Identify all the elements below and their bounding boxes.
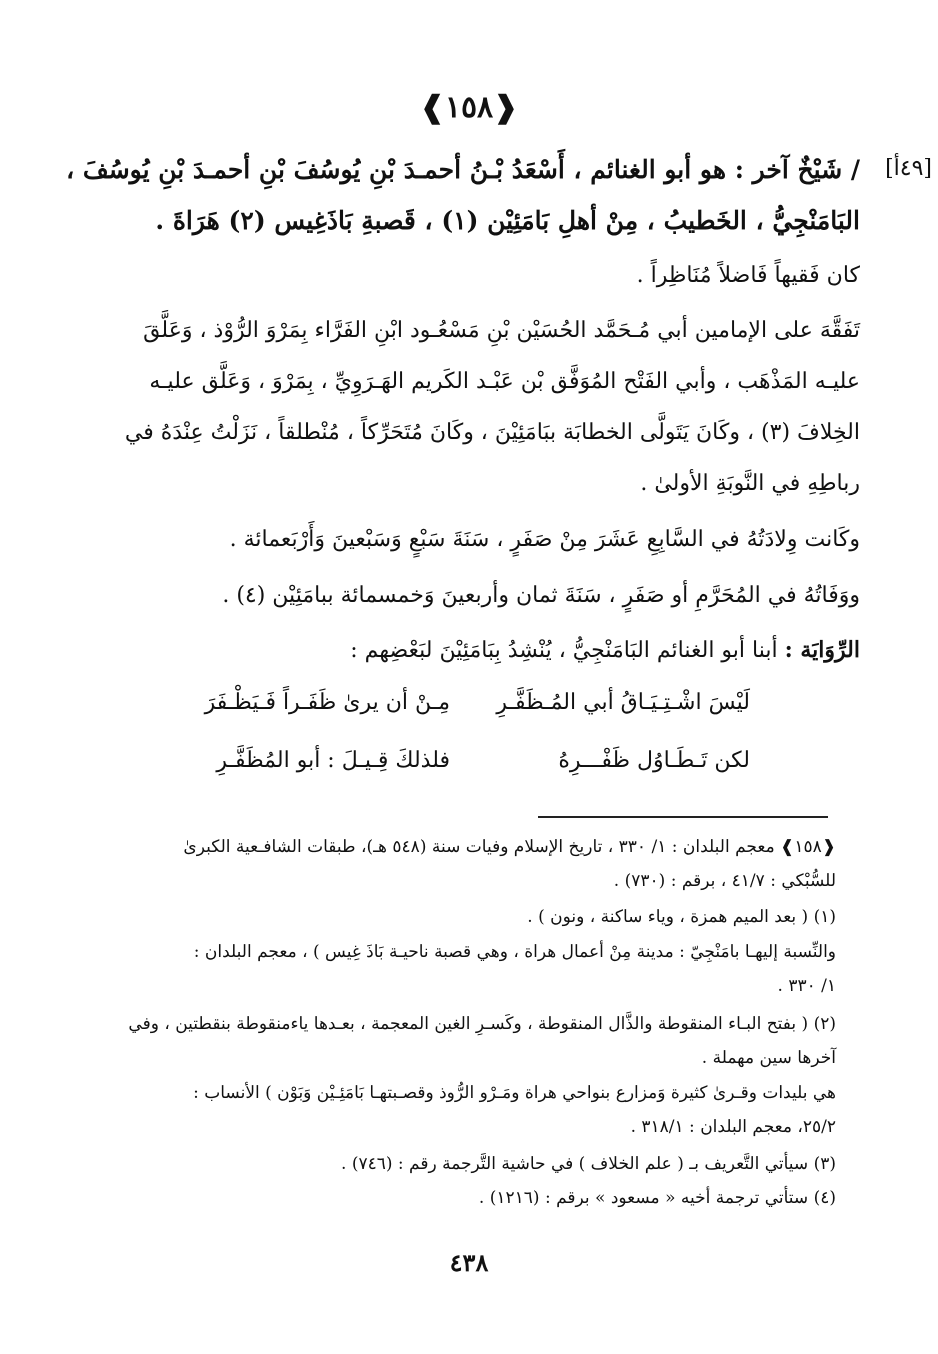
poem-line-1-first-hemistich: لَيْسَ اشْـتِـيَـاقُ أبي المُـظَفَّـرِ <box>496 690 750 715</box>
entry-number: ❰١٥٨❱ <box>419 90 519 125</box>
footnote-1-line-3: ١/ ٣٣٠ . <box>777 976 836 996</box>
margin-reference: [٤٩أ] <box>885 156 932 181</box>
poem-line-2-first-hemistich: لكن تَـطَـاوُل ظَفْـــرِهُ <box>558 748 750 773</box>
page-number: ٤٣٨ <box>449 1248 489 1277</box>
riwaya-line <box>150 632 860 669</box>
heading-line-1: / شَيْخٌ آخر : هو أبو الغنائم ، أَسْعَدُ بْـنُ أحمـدَ بْنِ يُوسُفَ بْنِ أحمـدَ بْنِ يُوسُفَ ، <box>66 155 860 184</box>
footnote-sources-line-1: ❰١٥٨❱ معجم البلدان : ١/ ٣٣٠ ، تاريخ الإسلام وفيات سنة (٥٤٨ هـ)، طبقات الشافـعية الكبرىٰ <box>183 837 836 857</box>
paragraph-2-line-3: الخِلافَ (٣) ، وكَانَ يَتَولَّى الخطابَة ببَامَئِيْنَ ، وكَانَ مُتَحَرِّكاً ، مُنْطلقاً ، نَزَلْتُ عِنْدَهُ في <box>124 420 860 445</box>
footnote-sources-line-2: للسُّبْكي : ٤١/٧ ، برقم : (٧٣٠) . <box>613 871 836 891</box>
footnote-1-line-1: (١) ( بعد الميم همزة ، وياء ساكنة ، ونون ) . <box>527 907 836 927</box>
paragraph-2-line-4: رباطِهِ في النَّوبَةِ الأولىٰ . <box>640 471 860 496</box>
footnote-2-line-3: هي بليدات وقـرىٰ كثيرة وَمزارع بنواحي هراة ومَـرْو الرُّوذ وقصـبتهـا بَامَئِـيْن وَبَوْن ) الأنساب : <box>193 1083 836 1103</box>
paragraph-1: كان فَقيهاً فَاضلاً مُنَاظِراً . <box>636 263 860 288</box>
footnote-2-line-2: آخرها سين مهملة . <box>701 1048 836 1068</box>
riwaya-label: الرِّوَايَة : <box>784 637 860 663</box>
poem-line-2-second-hemistich: فلذلكَ قِـيـلَ : أبو المُظَفَّـرِ <box>216 748 450 773</box>
heading-line-2: البَامَنْجِيُّ ، الخَطيبُ ، مِنْ أهلِ بَامَئِيْن (١) ، قَصبةِ بَاذَغِيس (٢) هَرَاةَ . <box>155 206 860 235</box>
footnote-4: (٤) ستأتي ترجمة أخيه « مسعود » برقم : (١٢١٦) . <box>478 1188 836 1208</box>
footnote-1-line-2: والنِّسبة إليهـا بامَنْجِيّ : مدينة مِنْ أعمال هراة ، وهي قصبة ناحيـة بَاذَ غِيس ) ، معجم البلدان : <box>193 942 836 962</box>
footnote-3: (٣) سيأتي التَّعريف بـ ( علم الخلاف ) في حاشية التَّرجمة رقم : (٧٤٦) . <box>341 1154 836 1174</box>
footnote-2-line-1: (٢) ( بفتح البـاء المنقوطة والذَّال المنقوطة ، وكَسـرِ الغين المعجمة ، بعـدها ياءمنقوطة بنقطتين ، وفي <box>128 1014 836 1034</box>
paragraph-2-line-1: تَفَقَّهَ على الإمامين أبي مُـحَمَّد الحُسَيْن بْنِ مَسْعُـود ابْنِ الفَرَّاء بِمَرْوَ الرُّوْذ ، وَعَلَّقَ <box>143 318 860 343</box>
footnote-2-line-4: ٢٥/٢، معجم البلدان : ٣١٨/١ . <box>630 1117 836 1137</box>
paragraph-2-line-2: عليـه المَذْهَب ، وأبي الفَتْح المُوَفَّق بْن عَبْـد الكَريم الهَـرَوِيِّ ، بِمَرْوَ ، وَعَلَّق عليـه <box>149 369 860 394</box>
riwaya-text: أبنا أبو الغنائم البَامَنْجِيُّ ، يُنْشِدُ بِبَامَئِيْنَ لبَعْضِهم : <box>350 638 778 663</box>
footnote-divider <box>538 816 828 818</box>
paragraph-4: ووَفَاتُهُ في المُحَرَّمِ أو صَفَرٍ ، سَنَةَ ثمان وأربعينَ وَخمسمائة ببامَئِيْن (٤) . <box>222 583 860 608</box>
poem-line-1-second-hemistich: مِـنْ أن يرىٰ ظَفَـراً فَـيَظْـفَرَ <box>204 690 450 715</box>
paragraph-3: وكَانت وِلادَتُهُ في السَّابِعِ عَشَرَ مِنْ صَفَرٍ ، سَنَةَ سَبْعٍ وَسَبْعينَ وَأَرْبَعمائة . <box>229 527 860 552</box>
